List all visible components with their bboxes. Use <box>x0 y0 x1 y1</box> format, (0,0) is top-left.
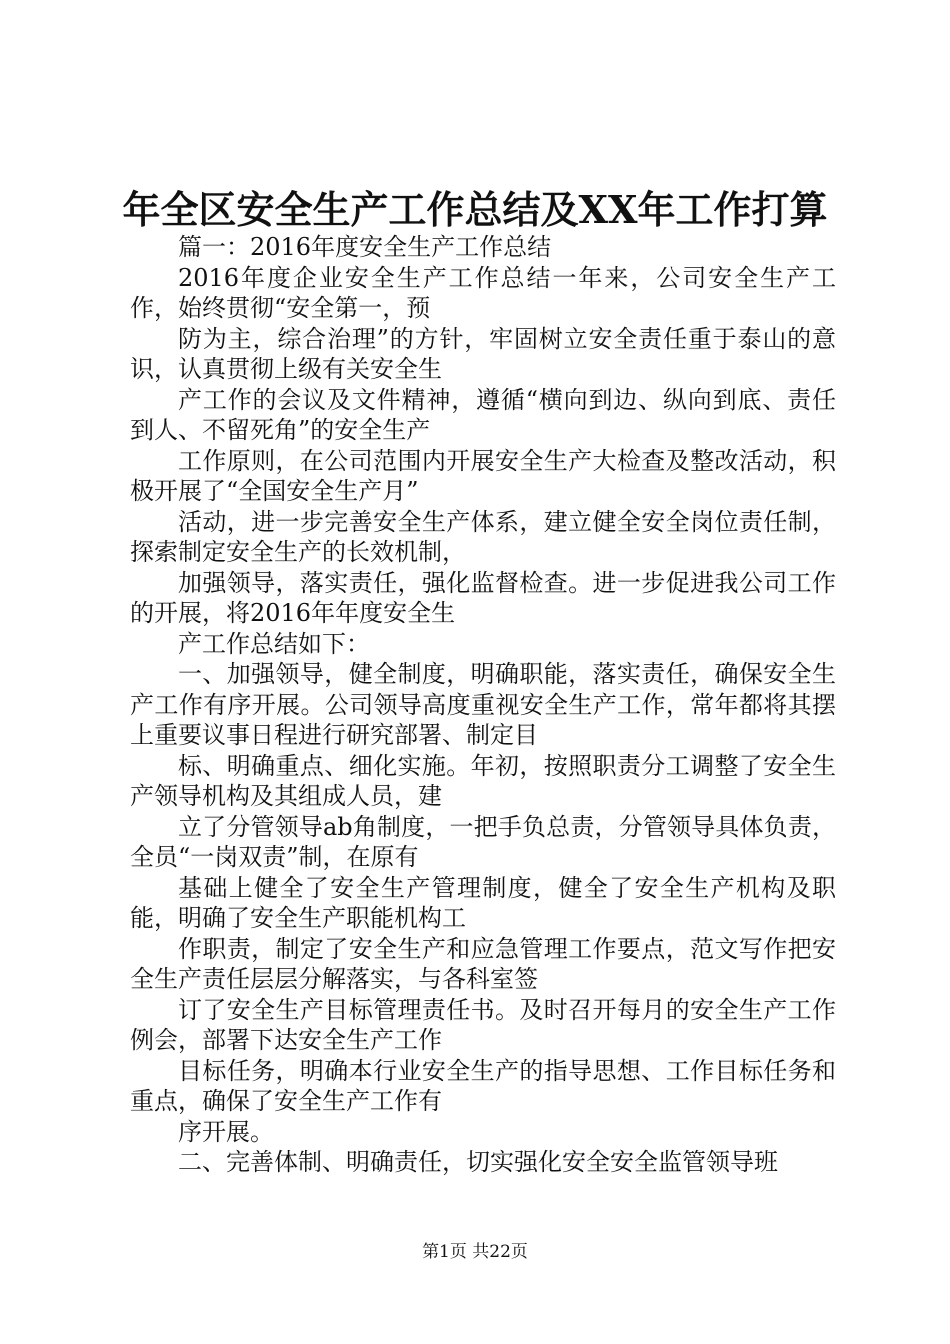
paragraph: 加强领导，落实责任，强化监督检查。进一步促进我公司工作的开展，将2016年年度安全生 <box>130 568 836 627</box>
paragraph: 工作原则，在公司范围内开展安全生产大检查及整改活动，积极开展了“全国安全生产月” <box>130 446 836 505</box>
paragraph: 产工作总结如下： <box>178 629 370 658</box>
paragraph: 立了分管领导ab角制度，一把手负总责，分管领导具体负责，全员“一岗双责”制，在原有 <box>130 812 836 871</box>
paragraph: 篇一：2016年度安全生产工作总结 <box>178 233 552 261</box>
paragraph: 作职责，制定了安全生产和应急管理工作要点，范文写作把安全生产责任层层分解落实，与各科室签 <box>130 934 836 993</box>
paragraph: 序开展。 <box>178 1117 274 1146</box>
paragraph: 目标任务，明确本行业安全生产的指导思想、工作目标任务和重点，确保了安全生产工作有 <box>130 1056 836 1115</box>
paragraph: 防为主，综合治理”的方针，牢固树立安全责任重于泰山的意识，认真贯彻上级有关安全生 <box>130 324 836 383</box>
paragraph: 标、明确重点、细化实施。年初，按照职责分工调整了安全生产领导机构及其组成人员，建 <box>130 751 836 810</box>
page-number-footer: 第1页 共22页 <box>422 1242 528 1262</box>
document-body <box>130 232 836 1178</box>
paragraph: 活动，进一步完善安全生产体系，建立健全安全岗位责任制，探索制定安全生产的长效机制， <box>130 507 836 566</box>
paragraph: 产工作的会议及文件精神，遵循“横向到边、纵向到底、责任到人、不留死角”的安全生产 <box>130 385 836 444</box>
paragraph: 一、加强领导，健全制度，明确职能，落实责任，确保安全生产工作有序开展。公司领导高度重视安全生产工作，常年都将其摆上重要议事日程进行研究部署、制定目 <box>130 660 836 749</box>
paragraph: 基础上健全了安全生产管理制度，健全了安全生产机构及职能，明确了安全生产职能机构工 <box>130 873 836 932</box>
paragraph: 2016年度企业安全生产工作总结一年来，公司安全生产工作，始终贯彻“安全第一，预 <box>130 263 836 322</box>
document-title: 年全区安全生产工作总结及XX年工作打算 <box>122 187 828 232</box>
paragraph: 订了安全生产目标管理责任书。及时召开每月的安全生产工作例会，部署下达安全生产工作 <box>130 995 836 1054</box>
paragraph: 二、完善体制、明确责任，切实强化安全安全监管领导班 <box>178 1148 778 1176</box>
